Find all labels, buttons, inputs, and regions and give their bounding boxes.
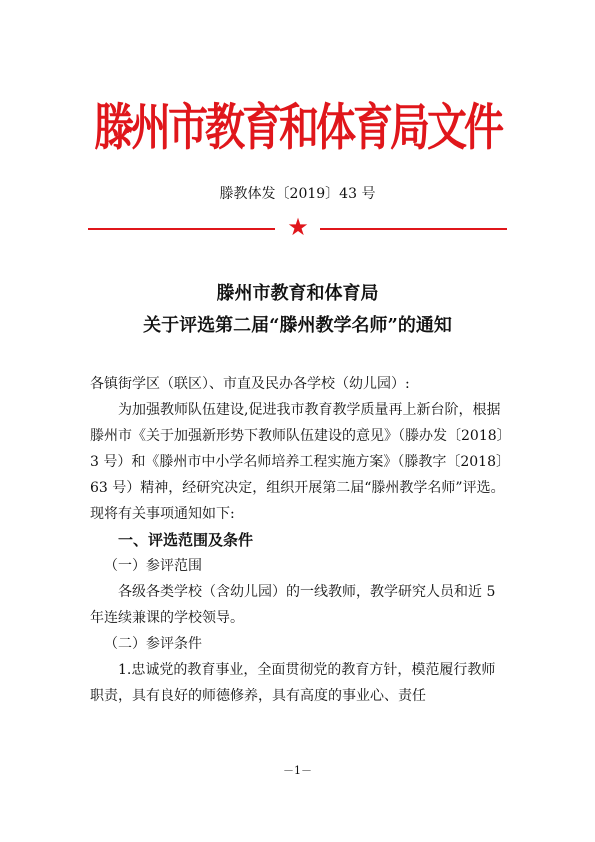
divider-line-right xyxy=(320,228,507,230)
page-number: －1－ xyxy=(283,764,312,777)
notice-title-line2: 关于评选第二届“滕州教学名师”的通知 xyxy=(143,315,452,336)
divider-line-left xyxy=(88,228,275,230)
document-body xyxy=(90,371,505,709)
notice-title-line1: 滕州市教育和体育局 xyxy=(216,283,379,304)
masthead-title: 滕州市教育和体育局文件 xyxy=(94,99,501,157)
star-icon: ★ xyxy=(287,213,309,241)
subsection-heading: （二）参评条件 xyxy=(104,636,202,652)
subsection-paragraph: 各级各类学校（含幼儿园）的一线教师，教学研究人员和近 5 年连续兼课的学校领导。 xyxy=(90,584,496,626)
section-heading: 一、评选范围及条件 xyxy=(118,531,254,549)
intro-paragraph: 为加强教师队伍建设,促进我市教育教学质量再上新台阶，根据滕州市《关于加强新形势下教师队伍建设的意见》（滕办发〔2018〕3 号）和《滕州市中小学名师培养工程实施方案》（滕教字〔2018〕63 号）精神，经研究决定，组织开展第二届“滕州教学名师”评选。现将有关事项通知如下: xyxy=(90,402,505,522)
condition-item: 1.忠诚党的教育事业，全面贯彻党的教育方针，模范履行教师职责，具有良好的师德修养，具有高度的事业心、责任 xyxy=(90,662,496,704)
salutation: 各镇街学区（联区）、市直及民办各学校（幼儿园）: xyxy=(90,376,410,392)
red-divider xyxy=(88,213,507,241)
subsection-heading: （一）参评范围 xyxy=(104,558,202,574)
document-number: 滕教体发〔2019〕43 号 xyxy=(219,186,376,202)
